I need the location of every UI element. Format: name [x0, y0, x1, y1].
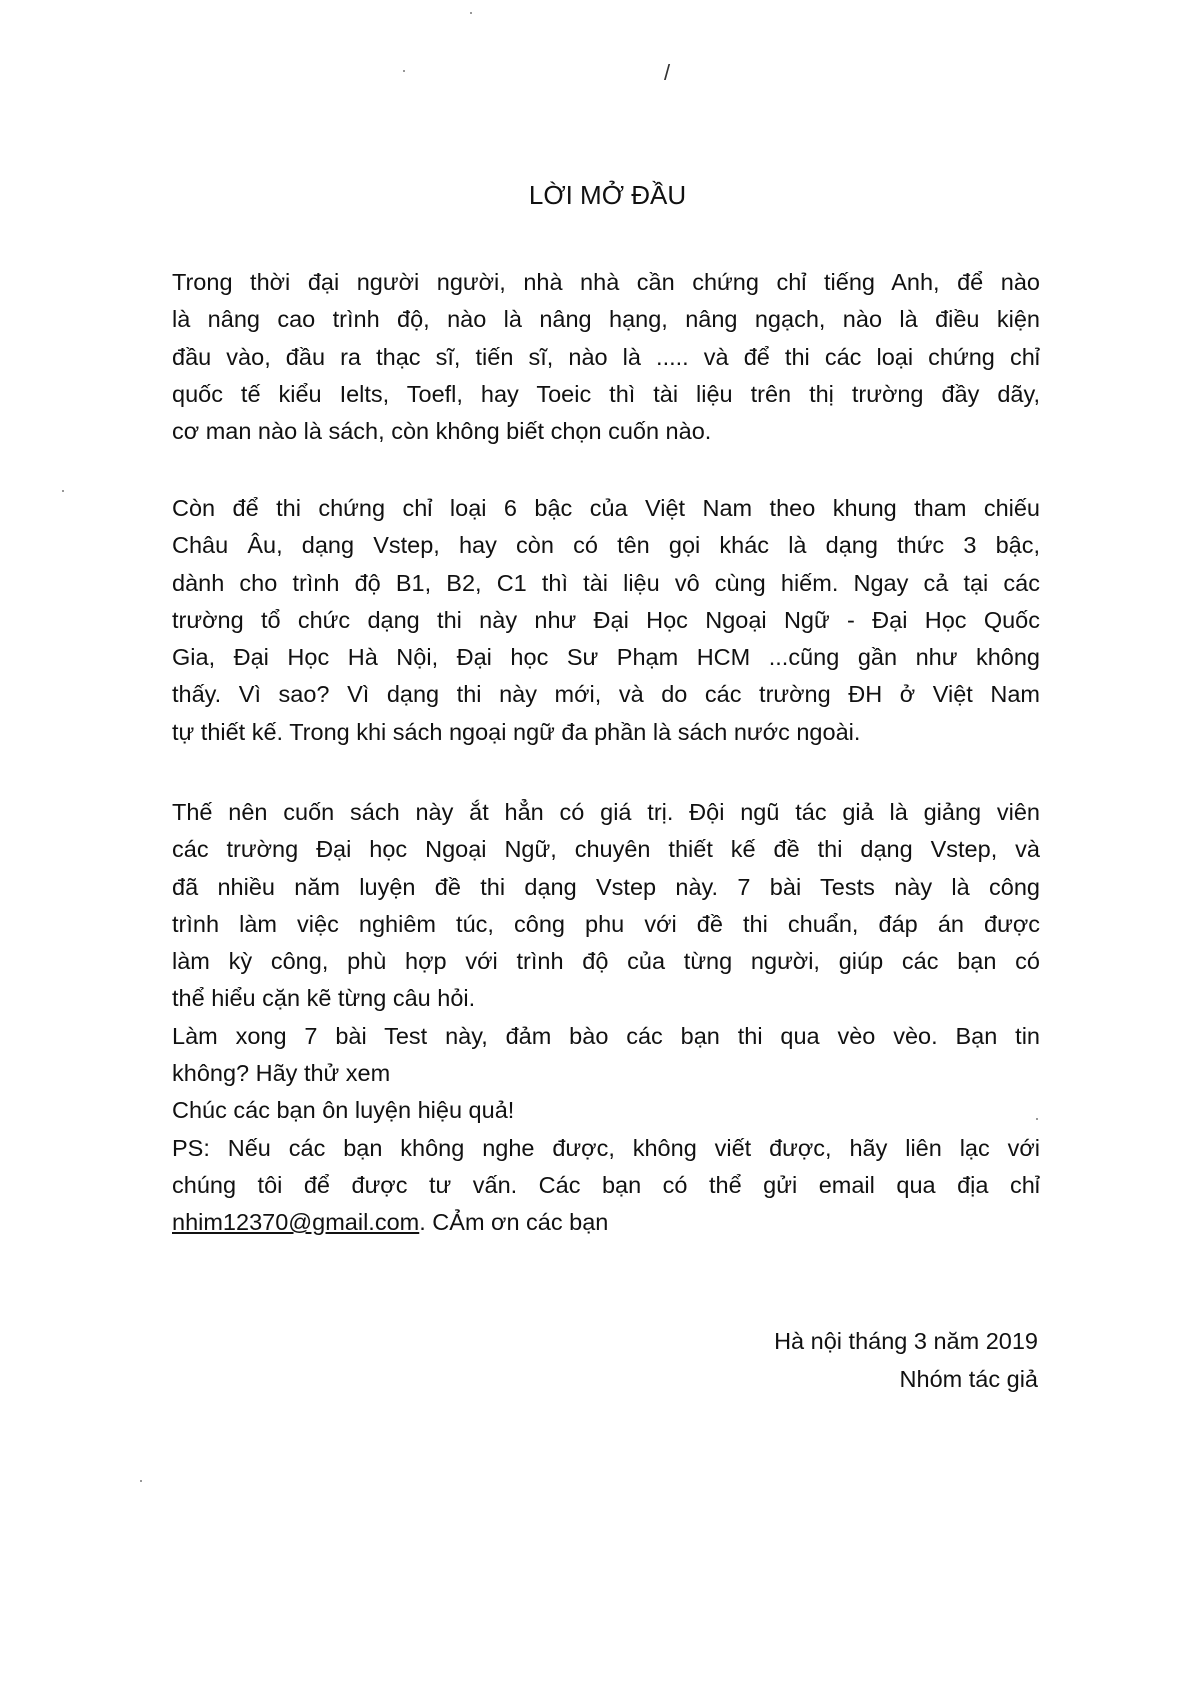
- text-line: đã nhiều năm luyện đề thi dạng Vstep này. 7 bài Tests này là công: [172, 873, 1040, 900]
- text-line: là nâng cao trình độ, nào là nâng hạng, nâng ngạch, nào là điều kiện: [172, 306, 1040, 333]
- text-line: Thế nên cuốn sách này ắt hẳn có giá trị. Đội ngũ tác giả là giảng viên: [172, 799, 1040, 825]
- scan-speck: [62, 490, 64, 492]
- text-line: dành cho trình độ B1, B2, C1 thì tài liệu vô cùng hiếm. Ngay cả tại các: [172, 569, 1040, 596]
- closing-text: . CẢm ơn các bạn: [419, 1209, 609, 1236]
- text-line: Còn để thi chứng chỉ loại 6 bậc của Việt Nam theo khung tham chiếu: [172, 495, 1040, 521]
- text-line: quốc tế kiểu Ielts, Toefl, hay Toeic thì tài liệu trên thị trường đầy dãy,: [172, 380, 1040, 407]
- text-line: trình làm việc nghiêm túc, công phu với đề thi chuẩn, đáp án được: [172, 910, 1040, 937]
- text-line: Làm xong 7 bài Test này, đảm bào các bạn thi qua vèo vèo. Bạn tin: [172, 1022, 1040, 1049]
- text-line: trường tổ chức dạng thi này như Đại Học Ngoại Ngữ - Đại Học Quốc: [172, 606, 1040, 633]
- scan-speck: [140, 1480, 142, 1482]
- text-line: làm kỳ công, phù hợp với trình độ của từng người, giúp các bạn có: [172, 948, 1040, 975]
- text-line: Chúc các bạn ôn luyện hiệu quả!: [172, 1097, 515, 1124]
- scan-speck: [470, 12, 472, 14]
- text-line: cơ man nào là sách, còn không biết chọn cuốn nào.: [172, 418, 712, 445]
- text-line: chúng tôi để được tư vấn. Các bạn có thể gửi email qua địa chỉ: [172, 1171, 1040, 1198]
- email-link[interactable]: nhim12370@gmail.com: [172, 1209, 420, 1236]
- paragraph-3: [172, 794, 1040, 1242]
- text-line: thể hiểu cặn kẽ từng câu hỏi.: [172, 985, 476, 1012]
- scan-mark: /: [664, 60, 671, 85]
- text-line: thấy. Vì sao? Vì dạng thi này mới, và do các trường ĐH ở Việt Nam: [172, 681, 1040, 708]
- text-line: các trường Đại học Ngoại Ngữ, chuyên thiết kế đề thi dạng Vstep, và: [172, 836, 1040, 863]
- paragraph-1: [172, 264, 1040, 450]
- text-line: Châu Âu, dạng Vstep, hay còn có tên gọi khác là dạng thức 3 bậc,: [172, 532, 1040, 559]
- signature-author: Nhóm tác giả: [899, 1366, 1038, 1392]
- scan-speck: [1036, 1118, 1038, 1120]
- paragraph-2: [172, 490, 1040, 751]
- text-line: đầu vào, đầu ra thạc sĩ, tiến sĩ, nào là ..... và để thi các loại chứng chỉ: [172, 343, 1040, 370]
- text-line: PS: Nếu các bạn không nghe được, không viết được, hãy liên lạc với: [172, 1134, 1040, 1161]
- signature-place-date: Hà nội tháng 3 năm 2019: [774, 1328, 1038, 1354]
- text-line: không? Hãy thử xem: [172, 1060, 391, 1087]
- text-line: tự thiết kế. Trong khi sách ngoại ngữ đa phần là sách nước ngoài.: [172, 718, 861, 745]
- scan-speck: [403, 70, 405, 72]
- page-title: LỜI MỞ ĐẦU: [528, 180, 687, 210]
- text-line: [172, 1204, 1040, 1241]
- text-line: Trong thời đại người người, nhà nhà cần chứng chỉ tiếng Anh, để nào: [172, 269, 1040, 295]
- text-line: Gia, Đại Học Hà Nội, Đại học Sư Phạm HCM ...cũng gần như không: [172, 644, 1040, 671]
- signature-block: [774, 1322, 1038, 1398]
